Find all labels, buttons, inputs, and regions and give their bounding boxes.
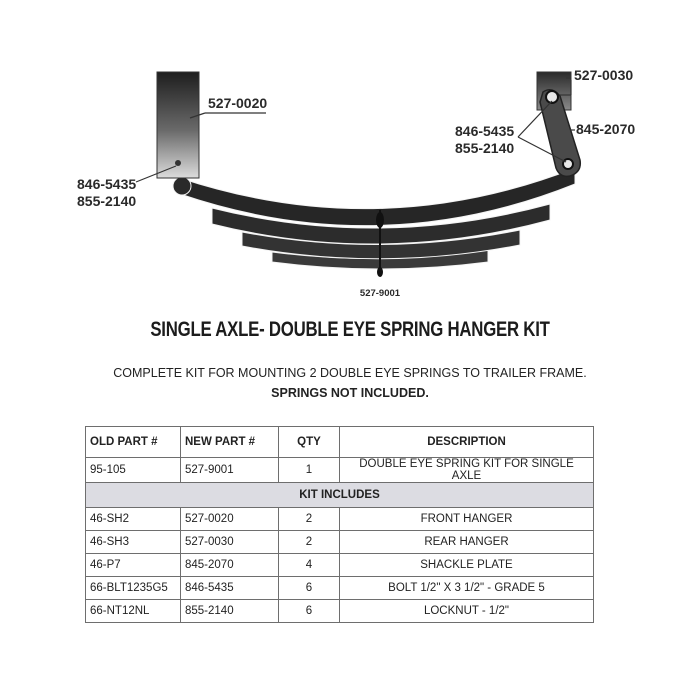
cell-new-part: 527-9001 xyxy=(181,458,279,483)
header-old-part: OLD PART # xyxy=(86,427,181,458)
shackle-bottom-bolt xyxy=(563,159,573,169)
label-rear-bolt: 846-5435 xyxy=(455,123,515,139)
springs-note: SPRINGS NOT INCLUDED. xyxy=(271,386,429,400)
header-qty: QTY xyxy=(279,427,340,458)
rear-hanger-assembly xyxy=(537,72,580,176)
shackle-plate xyxy=(540,90,580,177)
cell-old-part: 46-SH2 xyxy=(86,508,181,531)
cell-old-part: 46-SH3 xyxy=(86,531,181,554)
cell-old-part: 66-NT12NL xyxy=(86,600,181,623)
cell-description: SHACKLE PLATE xyxy=(340,554,594,577)
cell-new-part: 527-0030 xyxy=(181,531,279,554)
label-rear-hanger: 527-0030 xyxy=(574,67,634,83)
cell-qty: 1 xyxy=(279,458,340,483)
label-front-bolt: 846-5435 xyxy=(77,176,137,192)
cell-description: DOUBLE EYE SPRING KIT FOR SINGLE AXLE xyxy=(340,458,594,483)
table-row-kit xyxy=(86,458,594,483)
spring-front-eye xyxy=(173,177,191,195)
cell-old-part: 66-BLT1235G5 xyxy=(86,577,181,600)
front-hanger xyxy=(157,72,199,178)
table-header-row xyxy=(86,427,594,458)
leaf-spring xyxy=(173,154,579,277)
page-title: SINGLE AXLE- DOUBLE EYE SPRING HANGER KIT xyxy=(150,318,550,341)
cell-new-part: 845-2070 xyxy=(181,554,279,577)
parts-table xyxy=(85,426,594,623)
table-row xyxy=(86,531,594,554)
header-new-part: NEW PART # xyxy=(181,427,279,458)
cell-new-part: 855-2140 xyxy=(181,600,279,623)
cell-new-part: 846-5435 xyxy=(181,577,279,600)
cell-description: FRONT HANGER xyxy=(340,508,594,531)
front-hanger-bolt-hole xyxy=(175,160,181,166)
cell-new-part: 527-0020 xyxy=(181,508,279,531)
spring-hanger-diagram xyxy=(0,0,700,310)
table-row xyxy=(86,554,594,577)
label-shackle-plate: 845-2070 xyxy=(576,121,636,137)
cell-old-part: 95-105 xyxy=(86,458,181,483)
cell-qty: 4 xyxy=(279,554,340,577)
cell-description: REAR HANGER xyxy=(340,531,594,554)
table-row xyxy=(86,508,594,531)
table-row xyxy=(86,600,594,623)
center-bolt-nut xyxy=(377,267,383,277)
label-spring-kit: 527-9001 xyxy=(359,288,401,299)
kit-subtitle: COMPLETE KIT FOR MOUNTING 2 DOUBLE EYE SPRINGS TO TRAILER FRAME. xyxy=(113,366,587,380)
label-front-nut: 855-2140 xyxy=(77,193,137,209)
header-description: DESCRIPTION xyxy=(340,427,594,458)
cell-qty: 6 xyxy=(279,600,340,623)
cell-old-part: 46-P7 xyxy=(86,554,181,577)
center-bolt-head xyxy=(376,212,384,228)
cell-description: LOCKNUT - 1/2" xyxy=(340,600,594,623)
cell-qty: 6 xyxy=(279,577,340,600)
label-rear-nut: 855-2140 xyxy=(455,140,515,156)
table-row xyxy=(86,577,594,600)
label-front-hanger: 527-0020 xyxy=(208,95,268,111)
cell-description: BOLT 1/2" X 3 1/2" - GRADE 5 xyxy=(340,577,594,600)
cell-qty: 2 xyxy=(279,531,340,554)
section-label: KIT INCLUDES xyxy=(86,483,594,508)
cell-qty: 2 xyxy=(279,508,340,531)
section-kit-includes xyxy=(86,483,594,508)
